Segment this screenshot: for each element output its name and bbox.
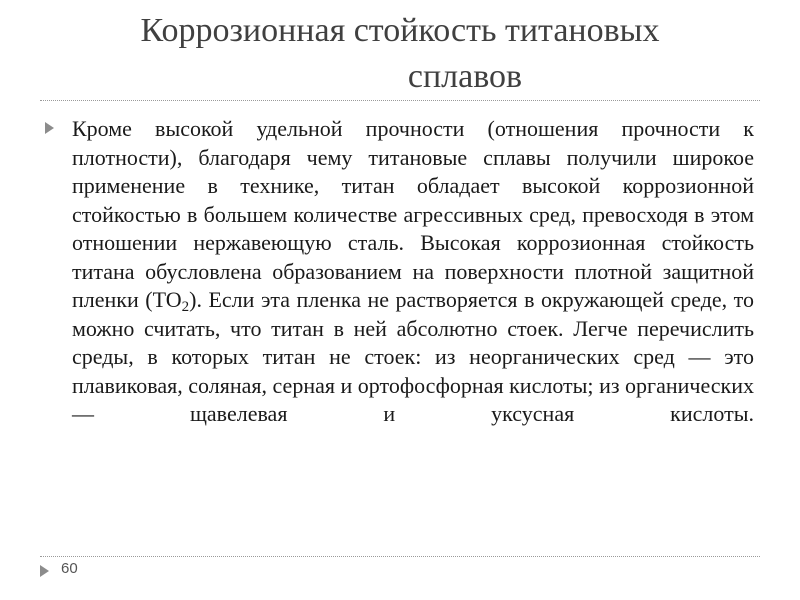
body-text-part2: ). Если эта пленка не растворяется в окружающей среде, то можно считать, что титан в ней абсолютно стоек. Легче перечислить среды, в которых титан не стоек: из неорганических сред — это плавиковая, соляная, серная и ортофосфорная кислоты; из органических — щавелевая и уксусная кислоты.: [72, 287, 755, 426]
body-text-part1: Кроме высокой удельной прочности (отношения прочности к плотности), благодаря чему титановые сплавы получили широкое применение в технике, титан обладает высокой коррозионной стойкостью в большем количестве агрессивных сред, превосходя в этом отношении нержавеющую сталь. Высокая коррозионная стойкость титана обусловлена образованием на поверхности плотной защитной пленки (ТО: [72, 116, 754, 312]
slide-title-line2: сплавов: [407, 58, 523, 95]
triangle-bullet-icon: [45, 122, 54, 134]
top-divider: [40, 100, 760, 101]
triangle-footer-icon: [40, 565, 49, 577]
page-number: 60: [61, 560, 78, 577]
slide-title-line1: Коррозионная стойкость титановых: [140, 12, 660, 49]
slide-title: [40, 8, 760, 100]
body-text-subscript: 2: [181, 299, 190, 315]
slide-body-text: [72, 115, 754, 429]
bottom-divider: [40, 556, 760, 557]
